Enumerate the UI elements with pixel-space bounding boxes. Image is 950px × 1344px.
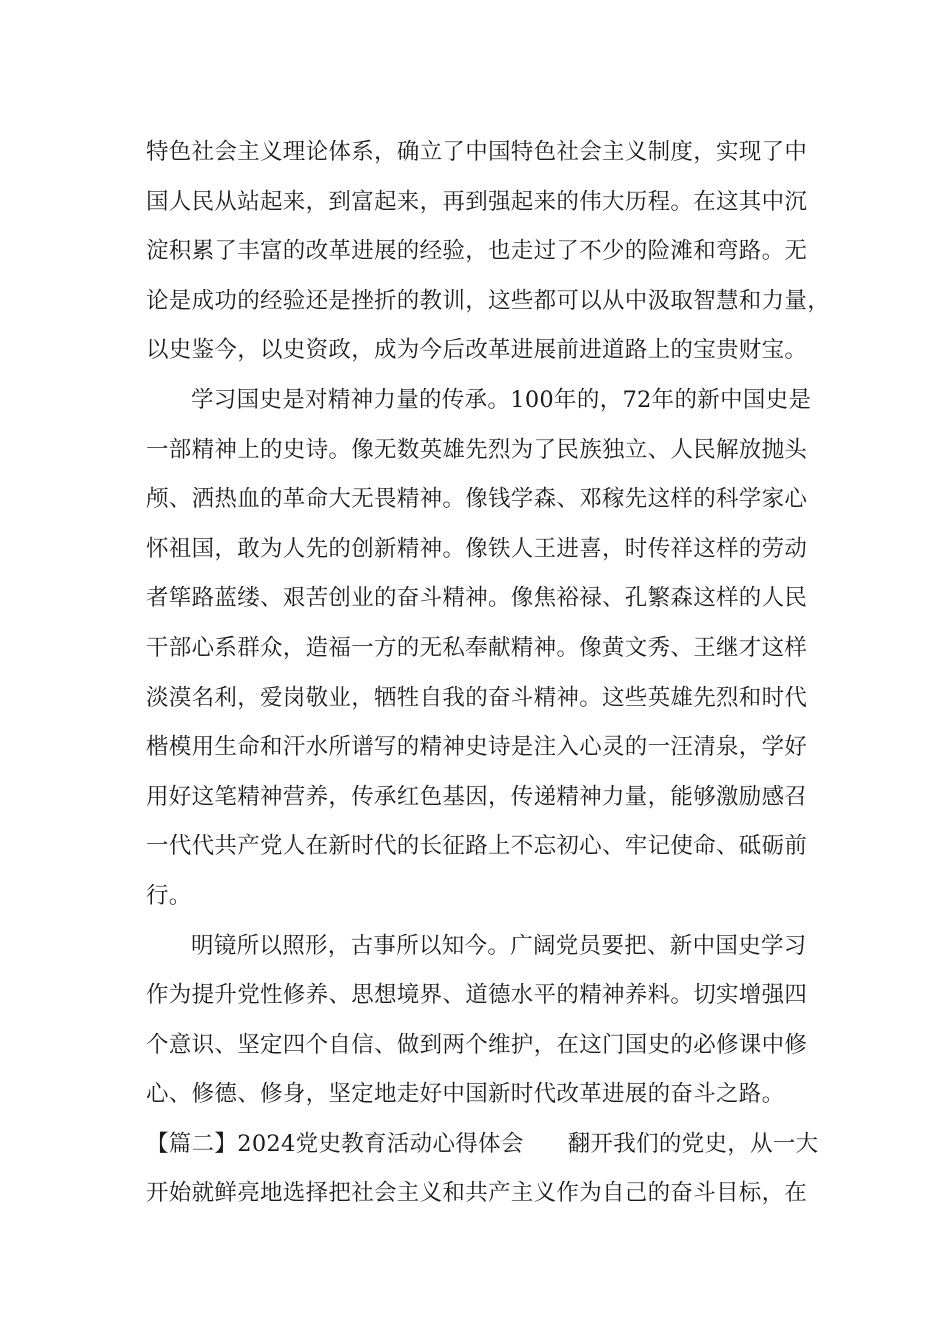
document-body: [146, 128, 831, 1219]
section-heading: 【篇二】2024党史教育活动心得体会: [146, 1130, 524, 1157]
paragraph-line: 行。: [146, 882, 192, 909]
paragraph-line: 一代代共产党人在新时代的长征路上不忘初心、牢记使命、砥砺前: [146, 833, 808, 860]
paragraph-line: 楷模用生命和汗水所谱写的精神史诗是注入心灵的一汪清泉，学好: [146, 734, 808, 761]
paragraph-line: 个意识、坚定四个自信、做到两个维护，在这门国史的必修课中修: [146, 1031, 808, 1058]
paragraph-line: 明镜所以照形，古事所以知今。广阔党员要把、新中国史学习: [191, 932, 807, 959]
paragraph-line: 干部心系群众，造福一方的无私奉献精神。像黄文秀、王继才这样: [146, 634, 808, 661]
paragraph-line: 作为提升党性修养、思想境界、道德水平的精神养料。切实增强四: [146, 982, 808, 1009]
paragraph-line: 用好这笔精神营养，传承红色基因，传递精神力量，能够激励感召: [146, 783, 808, 810]
paragraph-line: 论是成功的经验还是挫折的教训，这些都可以从中汲取智慧和力量，: [146, 287, 831, 314]
paragraph-start: 翻开我们的党史，从一大: [567, 1130, 819, 1157]
paragraph-line: 以史鉴今，以史资政，成为今后改革进展前进道路上的宝贵财宝。: [146, 337, 808, 364]
paragraph-line: 者筚路蓝缕、艰苦创业的奋斗精神。像焦裕禄、孔繁森这样的人民: [146, 585, 808, 612]
paragraph-line: 开始就鲜亮地选择把社会主义和共产主义作为自己的奋斗目标，在: [146, 1180, 808, 1207]
paragraph-line: 颅、洒热血的革命大无畏精神。像钱学森、邓稼先这样的科学家心: [146, 486, 808, 513]
paragraph-line: 淡漠名利，爱岗敬业，牺牲自我的奋斗精神。这些英雄先烈和时代: [146, 684, 808, 711]
paragraph-line: 国人民从站起来，到富起来，再到强起来的伟大历程。在这其中沉: [146, 188, 808, 215]
paragraph-line: 怀祖国，敢为人先的创新精神。像铁人王进喜，时传祥这样的劳动: [146, 535, 808, 562]
paragraph-line: 一部精神上的史诗。像无数英雄先烈为了民族独立、人民解放抛头: [146, 436, 808, 463]
paragraph-line: 淀积累了丰富的改革进展的经验，也走过了不少的险滩和弯路。无: [146, 238, 808, 265]
paragraph-line: 特色社会主义理论体系，确立了中国特色社会主义制度，实现了中: [146, 139, 808, 165]
section-heading-line: [146, 1120, 819, 1170]
paragraph-line: 心、修德、修身，坚定地走好中国新时代改革进展的奋斗之路。: [146, 1081, 785, 1108]
paragraph-line: 学习国史是对精神力量的传承。100年的，72年的新中国史是: [191, 386, 812, 413]
